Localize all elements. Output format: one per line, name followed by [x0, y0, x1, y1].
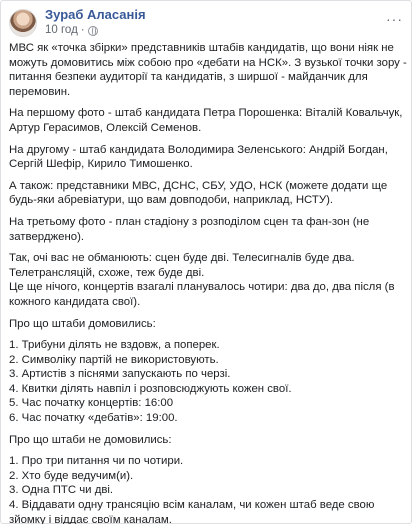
post-line: 3. Одна ПТС чи дві. [9, 484, 114, 497]
post-line: питання безпеки аудиторії та кандидатів, з ширшої - майданчик для [9, 71, 368, 84]
post-paragraph [9, 338, 403, 426]
post-line: 4. Віддавати одну трансяцію всім каналам, чи кожен штаб веде свою [9, 499, 375, 512]
post-line: Про що штаби не домовились: [9, 433, 172, 446]
post-line: 5. Час початку концертів: 16:00 [9, 397, 174, 410]
post-paragraph [9, 179, 403, 208]
post-line: зйомку і віддає своїм каналам. [9, 513, 172, 524]
post-line: 1. Трибуни ділять не вздовж, а поперек. [9, 339, 220, 352]
post-line: будь-яки абревіатури, що вам довподоби, наприклад, НСТУ). [9, 194, 334, 207]
post-text [1, 41, 411, 524]
separator: · [80, 24, 85, 36]
post-line: Це ще нічого, концертів взагалі планувалось чотири: два до, два після (в [9, 281, 395, 294]
post-paragraph [9, 41, 407, 99]
post-line: затверджено). [9, 230, 85, 243]
more-options-icon[interactable]: ··· [386, 11, 403, 27]
post-line: МВС як «точка збірки» представників штабів кандидатів, що вони ніяк не [9, 42, 394, 54]
post-paragraph [9, 317, 403, 332]
globe-icon[interactable] [88, 26, 98, 36]
post-line: Так, очі вас не обманюють: сцен буде дві. Телесигналів буде два. [9, 252, 355, 265]
post-line: На третьому фото - план стадіону з розподілом сцен та фан-зон (не [9, 215, 370, 228]
post-paragraph [9, 215, 403, 244]
timestamp[interactable]: 10 год [45, 24, 78, 36]
post-line: Про що штаби домовились: [9, 317, 156, 330]
post-line: Телетрансляцій, схоже, теж буде дві. [9, 266, 205, 279]
post-paragraph [9, 433, 403, 448]
post-line: перемовин. [9, 85, 71, 98]
post-line: 2. Символіку партій не використовують. [9, 353, 219, 366]
post-line: 6. Час початку «дебатів»: 19:00. [9, 412, 178, 425]
post-line: кожного кандидата свої). [9, 295, 141, 308]
timestamp-row [45, 23, 386, 38]
post-paragraph [9, 143, 403, 172]
post-line: 4. Квитки ділять навпіл і розповсюджують кожен свої. [9, 382, 292, 395]
post-line: 2. Хто буде ведучим(и). [9, 469, 134, 482]
post-paragraph [9, 454, 403, 524]
post-line: можуть домовитись між собою про «дебати на НСК». З вузької точки зору - [9, 56, 407, 69]
post-paragraph [9, 251, 403, 309]
post-line: 1. Про три питання чи по чотири. [9, 455, 184, 468]
post-meta [45, 7, 386, 38]
post-paragraph [9, 106, 403, 135]
post-header [1, 1, 411, 41]
post-line: Артур Герасимов, Олексій Семенов. [9, 121, 202, 134]
author-name[interactable]: Зураб Аласанія [45, 7, 146, 22]
post-line: На першому фото - штаб кандидата Петра Порошенка: Віталій Ковальчук, [9, 107, 403, 120]
post-line: А також: представники МВС, ДСНС, СБУ, УДО, НСК (можете додати ще [9, 179, 388, 192]
post-line: На другому - штаб кандидата Володимира Зеленського: Андрій Богдан, [9, 143, 388, 156]
avatar[interactable] [9, 9, 37, 37]
post-line: 3. Артистів з піснями запускають по черзі. [9, 368, 231, 381]
post-line: Сергій Шефір, Кирило Тимошенко. [9, 158, 193, 171]
